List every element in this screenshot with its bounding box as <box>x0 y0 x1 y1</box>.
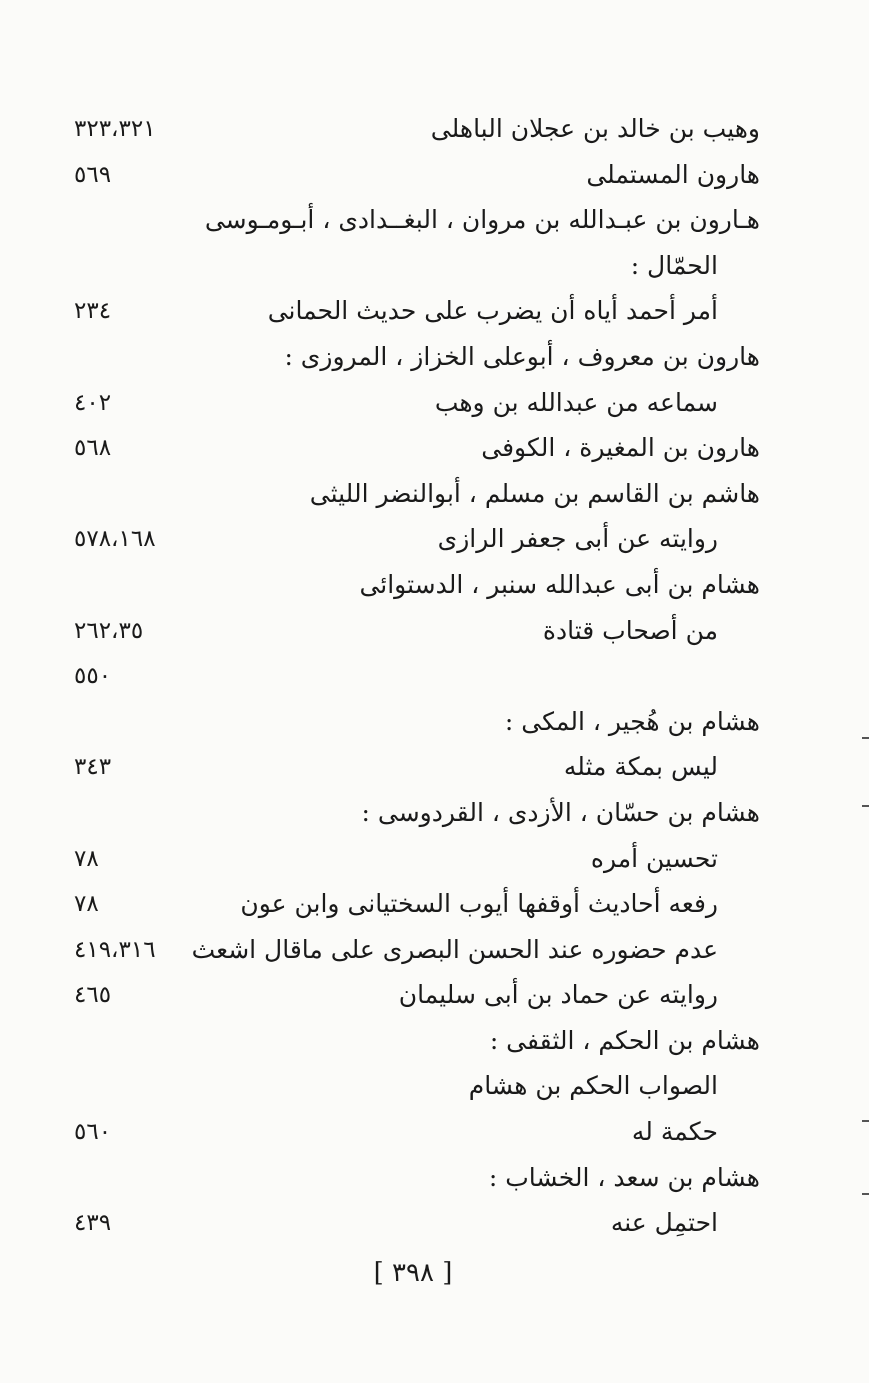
entry-page-numbers: ٥٦٨ <box>74 435 112 462</box>
page-number: [ ٣٩٨ ] <box>373 1258 453 1288</box>
entry-text: من أصحاب قتادة <box>542 615 718 645</box>
entry-page-numbers: ٧٨ <box>74 845 99 872</box>
entry-page-numbers: ٥٦٠ <box>74 1119 112 1146</box>
entry-row <box>60 562 760 608</box>
entry-page-numbers: ٥٧٨،١٦٨ <box>74 526 156 553</box>
entry-text: عدم حضوره عند الحسن البصرى على ماقال اشعث <box>191 934 718 964</box>
entry-page-numbers: ٤١٩،٣١٦ <box>74 936 156 963</box>
entry-row <box>60 836 760 882</box>
entry-page-numbers: ٤٣٩ <box>74 1210 112 1237</box>
entry-text: سماعه من عبدالله بن وهب <box>434 387 718 417</box>
entry-row <box>60 1155 760 1201</box>
entry-row <box>60 1200 760 1246</box>
entry-row <box>60 152 760 198</box>
margin-mark <box>862 1120 869 1122</box>
entry-text: روايته عن حماد بن أبى سليمان <box>398 980 718 1010</box>
entry-row <box>60 516 760 562</box>
entry-text: الصواب الحكم بن هشام <box>468 1071 718 1101</box>
entry-row <box>60 881 760 927</box>
entry-row <box>60 744 760 790</box>
entry-row <box>60 1063 760 1109</box>
entry-page-numbers: ٥٥٠ <box>74 663 112 690</box>
entry-row <box>60 653 760 699</box>
entry-text: هشام بن سعد ، الخشاب : <box>488 1162 760 1192</box>
margin-mark <box>862 737 869 739</box>
entry-text: هـارون بن عبـدالله بن مروان ، البغــدادى ، أبـومـوسى <box>204 205 760 235</box>
entry-row <box>60 608 760 654</box>
entry-text: حكمة له <box>631 1117 718 1147</box>
index-entries <box>60 106 760 1246</box>
entry-page-numbers: ٢٣٤ <box>74 298 112 325</box>
entry-text: ليس بمكة مثله <box>563 752 718 782</box>
entry-row <box>60 972 760 1018</box>
entry-text: هاشم بن القاسم بن مسلم ، أبوالنضر الليثى <box>309 478 760 508</box>
entry-page-numbers: ٤٦٥ <box>74 982 112 1009</box>
entry-text: وهيب بن خالد بن عجلان الباهلى <box>430 114 760 143</box>
margin-mark <box>862 1193 869 1195</box>
entry-text: رفعه أحاديث أوقفها أيوب السختيانى وابن عون <box>240 889 718 919</box>
entry-row <box>60 197 760 243</box>
entry-row <box>60 471 760 517</box>
entry-text: هارون المستملى <box>586 159 760 189</box>
entry-row <box>60 425 760 471</box>
entry-text: احتمِل عنه <box>610 1208 718 1238</box>
entry-text: هشام بن أبى عبدالله سنبر ، الدستوائى <box>359 569 760 599</box>
entry-row <box>60 243 760 289</box>
entry-page-numbers: ٥٦٩ <box>74 161 112 188</box>
entry-text: هشام بن هُجير ، المكى : <box>504 706 760 736</box>
margin-mark <box>862 805 869 807</box>
entry-row <box>60 1018 760 1064</box>
entry-text: هشام بن حسّان ، الأزدى ، القردوسى : <box>361 797 760 827</box>
entry-page-numbers: ٤٠٢ <box>74 389 112 416</box>
entry-row <box>60 790 760 836</box>
entry-text: هارون بن المغيرة ، الكوفى <box>481 433 760 463</box>
entry-page-numbers: ٣٤٣ <box>74 754 112 781</box>
entry-page-numbers: ٢٦٢،٣٥ <box>74 617 144 644</box>
entry-text: هشام بن الحكم ، الثقفى : <box>489 1025 760 1055</box>
entry-row <box>60 334 760 380</box>
entry-text: هارون بن معروف ، أبوعلى الخزاز ، المروزى : <box>284 341 760 371</box>
entry-row <box>60 288 760 334</box>
entry-text: الحمّال : <box>630 250 718 280</box>
entry-row <box>60 699 760 745</box>
entry-text: روايته عن أبى جعفر الرازى <box>437 524 718 554</box>
entry-page-numbers: ٣٢٣،٣٢١ <box>74 116 156 142</box>
entry-row <box>60 1109 760 1155</box>
entry-row <box>60 927 760 973</box>
entry-row <box>60 106 760 152</box>
entry-text: أمر أحمد أياه أن يضرب على حديث الحمانى <box>267 296 718 326</box>
entry-text: تحسين أمره <box>590 843 718 873</box>
entry-row <box>60 380 760 426</box>
entry-page-numbers: ٧٨ <box>74 891 99 918</box>
